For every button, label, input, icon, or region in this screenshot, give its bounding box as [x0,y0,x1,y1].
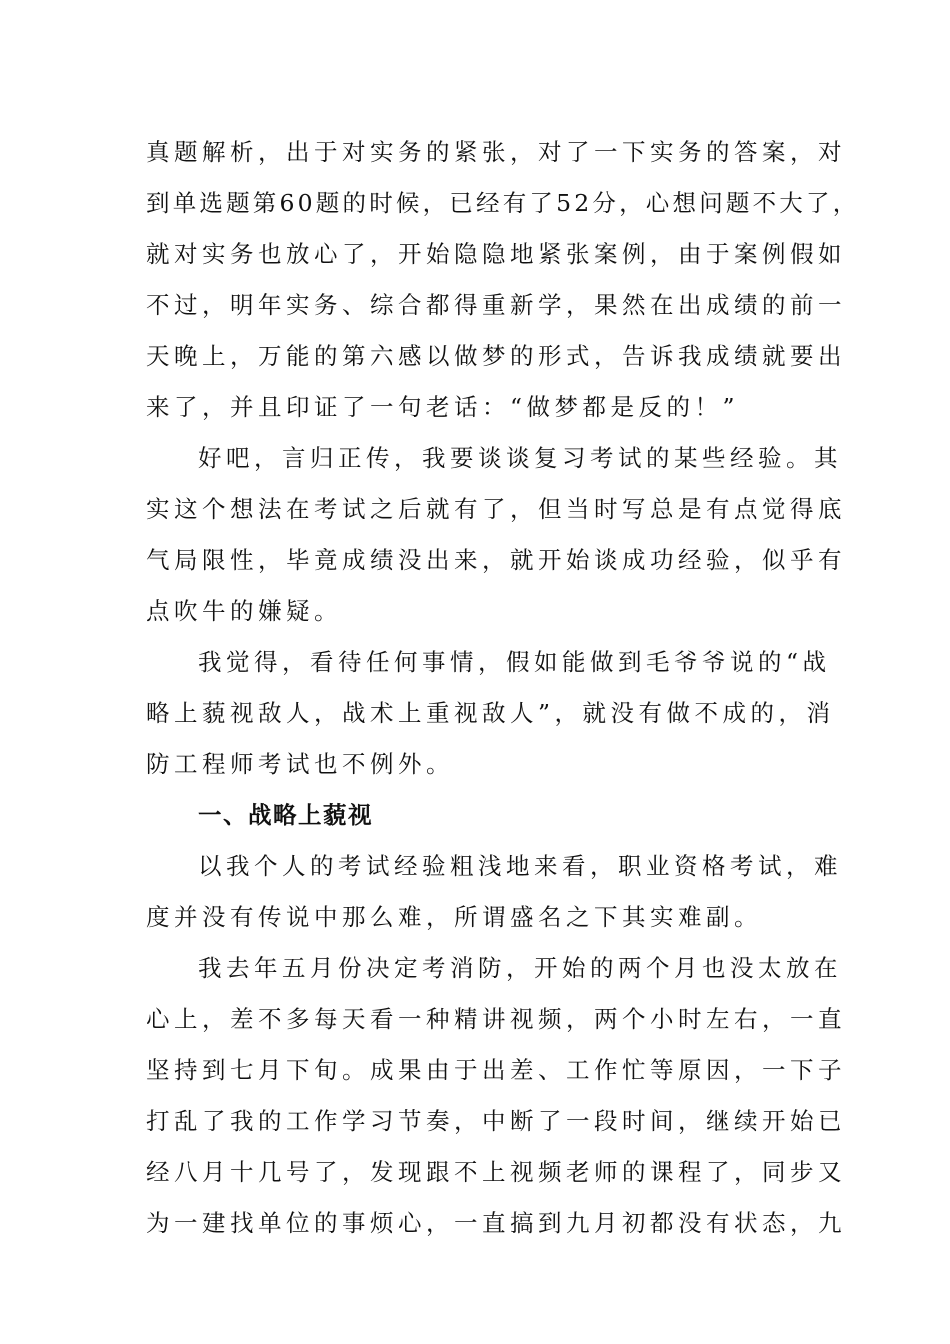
paragraph-first-line: 以我个人的考试经验粗浅地来看，职业资格考试，难 [198,852,842,880]
document-body [146,127,860,1249]
text-line: 就对实务也放心了，开始隐隐地紧张案例，由于案例假如 [146,240,846,268]
text-line: 经八月十几号了，发现跟不上视频老师的课程了，同步又 [146,1158,846,1186]
text-line: 略上藐视敌人，战术上重视敌人”，就没有做不成的，消 [146,699,835,727]
paragraph-first-line: 我觉得，看待任何事情，假如能做到毛爷爷说的“战 [198,648,831,676]
text-line: 度并没有传说中那么难，所谓盛名之下其实难副。 [146,903,762,931]
text-line: 真题解析，出于对实务的紧张，对了一下实务的答案，对 [146,138,846,166]
text-line: 打乱了我的工作学习节奏，中断了一段时间，继续开始已 [146,1107,846,1135]
text-line: 不过，明年实务、综合都得重新学，果然在出成绩的前一 [146,291,846,319]
text-line: 心上，差不多每天看一种精讲视频，两个小时左右，一直 [146,1005,846,1033]
text-line: 实这个想法在考试之后就有了，但当时写总是有点觉得底 [146,495,846,523]
paragraph-first-line: 我去年五月份决定考消防，开始的两个月也没太放在 [198,954,842,982]
text-line: 来了，并且印证了一句老话：“做梦都是反的！” [146,393,740,421]
text-line: 为一建找单位的事烦心，一直搞到九月初都没有状态，九 [146,1209,846,1237]
text-line: 天晚上，万能的第六感以做梦的形式，告诉我成绩就要出 [146,342,846,370]
text-line: 气局限性，毕竟成绩没出来，就开始谈成功经验，似乎有 [146,546,846,574]
text-line: 点吹牛的嫌疑。 [146,597,342,625]
paragraph-first-line: 好吧，言归正传，我要谈谈复习考试的某些经验。其 [198,444,842,472]
section-heading: 一、战略上藐视 [198,801,373,829]
text-line: 防工程师考试也不例外。 [146,750,454,778]
text-line: 坚持到七月下旬。成果由于出差、工作忙等原因，一下子 [146,1056,846,1084]
text-line: 到单选题第60题的时候，已经有了52分，心想问题不大了， [146,189,860,217]
